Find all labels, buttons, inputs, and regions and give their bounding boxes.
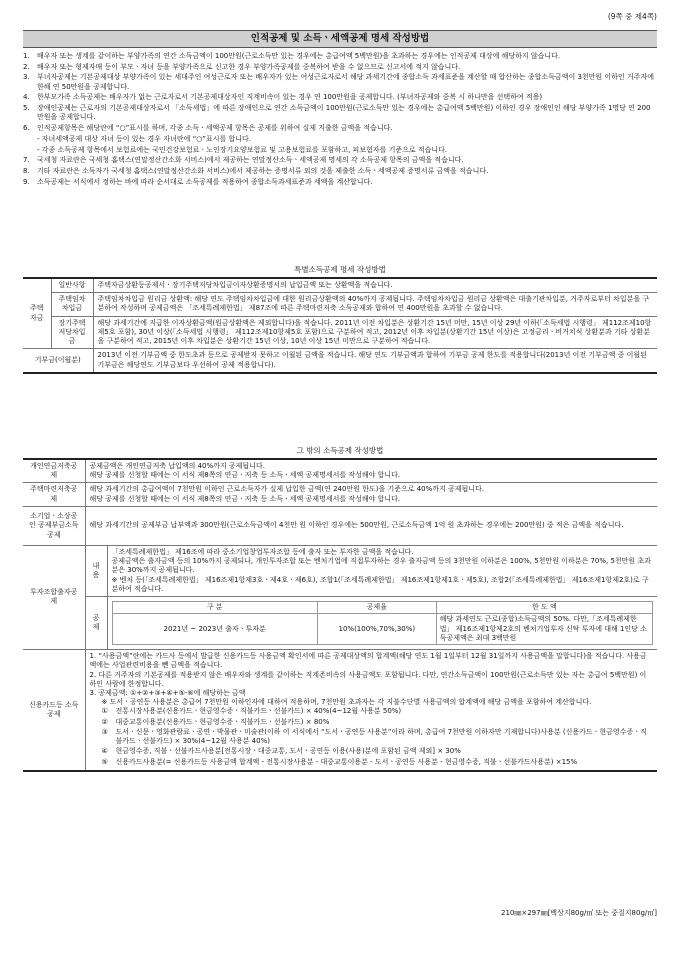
list-item: [90, 747, 654, 756]
item-text: 대중교통이용분(신용카드ㆍ현금영수증ㆍ직불카드ㆍ선불카드) × 80%: [115, 717, 330, 726]
text-line: 해당 과세기간의 총급여액이 7천만원 이하인 근로소득자가 실제 납입한 금액(연 240만원 한도)을 기준으로 40%까지 공제됩니다.: [89, 485, 485, 494]
row-text: 해당 과세기간에 지급한 이자상환금액(원금상환액은 제외합니다)을 적습니다. 2011년 이전 차입분은 상환기간 15년 미만, 15년 이상 29년 이하(「소득세법 시행령」 제112조제10항제5호 포함), 30년 이상(「소득세법 시행령」 제112조제10항제5호 포함)으로 구분하여 적고, 2012년 이후 차입분(상환기간 15년 이상)은 고정금리ㆍ비거치식 상환분과 기타 상환분을 구분하여 적고, 2015년 이후 차입분은 상환기간 15년 이상, 10년 이상 15년 미만으로 구분하여 적습니다.: [93, 316, 657, 349]
list-item: [90, 718, 654, 727]
other-deduction-table: [23, 458, 657, 772]
list-item: [90, 728, 654, 746]
note-text: 인적공제항목은 해당란에 “○”표시를 하며, 각종 소득ㆍ세액공제 항목은 공제를 위하여 실제 지출한 금액을 적습니다.: [37, 124, 393, 133]
note-number: 9.: [23, 177, 30, 186]
note-item: [23, 178, 657, 187]
note-text: 배우자 또는 생계를 같이하는 부양가족의 연간 소득금액이 100만원(근로소득만 있는 경우에는 총급여액 5백만원)을 초과하는 경우에는 인적공제 대상에 해당하지 않습니다.: [37, 52, 561, 60]
row-label: 장기주택저당차입금: [51, 316, 93, 349]
item-text: 현금영수증, 직불ㆍ선불카드사용분[전통시장ㆍ대중교통, 도서ㆍ공연등 이용(사용)분에 포함된 금액 제외] × 30%: [115, 747, 461, 756]
table-row: [112, 614, 653, 645]
row-text: 주택임차차입금 원리금 상환액: 해당 연도 주택임차차입금에 대한 원리금상환액의 40%까지 공제됩니다. 주택임차차입금 원리금 상환액은 대출기관차입분, 거주자로부터 차입분을 구분하여 작성하며 공제금액은 「조세특례제한법」 제87조에 따른 주택마련저축 소득공제와 합하여 연 400만원을 초과할 수 없습니다.: [93, 293, 657, 316]
item-number: ②: [101, 717, 108, 726]
note-item: [23, 135, 657, 144]
column-header: 한 도 액: [436, 602, 652, 614]
row-text: [85, 459, 657, 483]
general-notes: [23, 52, 657, 189]
note-text: 소득공제는 서식에서 정하는 바에 따라 순서대로 소득공제를 적용하여 종합소득과세표준과 세액을 계산합니다.: [37, 177, 373, 186]
note-number: 7.: [23, 156, 30, 165]
table-row: [23, 650, 657, 771]
note-item: [23, 104, 657, 122]
table-row: [23, 459, 657, 483]
note-number: 2.: [23, 62, 30, 71]
paper-spec: 210㎜×297㎜[백상지80g/㎡ 또는 중질지80g/㎡]: [500, 909, 657, 917]
text-line: 해당 공제를 신청할 때에는 이 서식 제8쪽의 연금ㆍ저축 등 소득ㆍ세액 공제명세서를 작성해야 합니다.: [89, 494, 401, 503]
row-label: 개인연금저축공제: [23, 459, 85, 483]
deduction-rate-table: [112, 601, 654, 645]
table-row: [23, 293, 657, 316]
row-text: 해당 과세기간의 공제부금 납부액과 300만원(근로소득금액이 4천만 원 이하인 경우에는 500만원, 근로소득금액 1억 원 초과하는 경우에는 200만원) 중 적은 금액을 적습니다.: [85, 506, 657, 545]
note-item: [23, 146, 657, 155]
row-text: [107, 597, 657, 650]
note-item: [23, 52, 657, 61]
item-number: ④: [101, 747, 108, 756]
row-label: 소기업ㆍ소상공인 공제부금소득공제: [23, 506, 85, 545]
row-label: 기부금(이월분): [23, 349, 93, 373]
text-line: 「조세특례제한법」 제16조에 따라 중소기업창업투자조합 등에 출자 또는 투자한 금액을 적습니다.: [111, 547, 414, 556]
sub-label: 내용: [85, 545, 107, 596]
note-text: 배우자 또는 형제자매 등이 부모ㆍ자녀 등을 부양가족으로 신고한 경우 부양가족공제를 중복하여 받을 수 없으므로 신고서에 적지 않습니다.: [37, 62, 461, 71]
table-cell: 2021년 ~ 2023년 출자ㆍ투자분: [112, 614, 317, 645]
table-row: [23, 278, 657, 293]
table-row: [23, 506, 657, 545]
row-label: 투자조합출자공제: [23, 545, 85, 649]
note-number: 6.: [23, 124, 30, 133]
item-number: ⑤: [101, 757, 108, 766]
text-line: ※ 벤처 등(「조세특례제한법」 제16조제1항제3호ㆍ제4호ㆍ제6호), 조합1(「조세특례제한법」 제16조제1항제1호ㆍ제5호), 조합2(「조세특례제한법」 제16조제1항제2호)로 구분하여 적습니다.: [111, 575, 649, 593]
table-row: [23, 597, 657, 650]
text-line: 2. 다른 거주자의 기본공제를 적용받지 않은 배우자와 생계를 같이하는 직계존비속의 사용금액도 포함됩니다. 다만, 연간소득금액이 100만원(근로소득만 있는 자는 총급여 5백만원) 이하인 사람에 한정합니다.: [89, 670, 647, 688]
note-text: 장애인공제는 근로자의 기본공제대상자로서 「소득세법」에 따른 장애인으로 연간 소득금액이 100만원(근로소득만 있는 경우에는 총급여액 5백만원) 이하인 경우 장애인인 해당 부양가족 1명당 연 200만원을 공제합니다.: [37, 104, 651, 122]
table-row: [23, 483, 657, 506]
note-text: - 각종 소득공제 항목에서 보험료에는 국민건강보험료ㆍ노인장기요양보험료 및 고용보험료를 포함하고, 피보험자를 기준으로 적습니다.: [37, 145, 448, 154]
table-row: [23, 349, 657, 373]
item-text: 도서ㆍ신문ㆍ영화관람료ㆍ공연ㆍ박물관ㆍ미술관(이하 이 서식에서 “도서ㆍ공연등 사용분”이라 하며, 총급여 7천만원 이하자만 기재합니다)사용분 (신용카드ㆍ현금영수증ㆍ직불카드ㆍ선불카드) × 30%(4~12월 사용분 40%): [115, 727, 647, 746]
note-item: [23, 73, 657, 91]
note-item: [23, 124, 657, 133]
row-label: 일반사항: [51, 278, 93, 293]
document-title: 인적공제 및 소득ㆍ세액공제 명세 작성방법: [23, 30, 657, 48]
note-number: 8.: [23, 167, 30, 176]
note-number: 1.: [23, 52, 30, 60]
text-line: 해당 공제를 신청할 때에는 이 서식 제8쪽의 연금ㆍ저축 등 소득ㆍ세액 공제명세서를 작성해야 합니다.: [89, 471, 401, 480]
text-line: 공제금액은 개인연금저축 납입액의 40%까지 공제됩니다.: [89, 462, 265, 470]
item-number: ①: [101, 707, 108, 716]
row-label: 주택임차차입금: [51, 293, 93, 316]
note-text: 한부모가족 소득공제는 배우자가 없는 근로자로서 기본공제대상자인 직계비속이 있는 경우 연 100만원을 공제합니다. (부녀자공제와 중복 시 하나만을 선택하여 적용): [37, 93, 543, 102]
row-text: 주택자금상환등공제서ㆍ장기주택저당차입금이자상환증명서의 납입금액 또는 상환액을 적습니다.: [93, 278, 657, 293]
note-number: 4.: [23, 93, 30, 102]
column-header: 공제율: [317, 602, 436, 614]
note-number: [23, 146, 37, 155]
item-text: 신용카드사용분(= 신용카드등 사용금액 합계액 - 전통시장사용분 - 대중교통이용분 - 도서ㆍ공연등 사용분 - 현금영수증, 직불ㆍ선불카드사용분) ×15%: [115, 757, 578, 766]
special-deduction-table: [23, 277, 657, 374]
row-text: [107, 545, 657, 596]
list-item: [90, 707, 654, 716]
note-number: [23, 135, 37, 144]
note-text: 기타 자료란은 소득자가 국세청 홈택스(연말정산간소화 서비스)에서 제공하는 증명서류 외의 것을 제출한 소득ㆍ세액공제 증명서류 금액을 적습니다.: [37, 167, 489, 176]
text-line: 공제금액은 출자금액 등의 10%까지 공제되나, 개인투자조합 또는 벤처기업에 직접투자하는 경우 출자금액 등의 3천만원 이하분은 100%, 5천만원 이하분은 70%, 5천만원 초과분은 30%까지 공제됩니다.: [111, 557, 651, 575]
special-section-title: 특별소득공제 명세 작성방법: [294, 265, 386, 274]
row-text: 2013년 이전 기부금액 중 한도초과 등으로 공제받지 못하고 이월된 금액을 적습니다. 해당 연도 기부금액과 합하여 기부금 공제 한도를 적용합니다(2013년 이전 기부금액 중 이월된 기부금은 해당연도 기부금보다 우선하여 공제 적용합니다).: [93, 349, 657, 373]
text-line: 3. 공제금액: ①+②+③+④+⑤-⑥에 해당하는 금액: [89, 688, 246, 697]
note-item: [23, 63, 657, 72]
page-number: (9쪽 중 제4쪽): [607, 12, 657, 21]
list-item: [90, 758, 654, 767]
text-line: 1. “사용금액”란에는 카드사 등에서 발급한 신용카드등 사용금액 확인서에 따른 공제대상액의 합계액(해당 연도 1월 1일부터 12월 31일까지 사용금액을 말합니다)을 적습니다. 사용금액에는 사업관련비용을 뺀 금액을 적습니다.: [89, 652, 647, 670]
note-text: 부녀자공제는 기본공제대상 부양가족이 있는 세대주인 여성근로자 또는 배우자가 있는 여성근로자로서 해당 과세기간에 종합소득 과세표준을 계산할 때 합산하는 종합소득금액이 3천만원 이하인 거주자에 한해 연 50만원을 공제합니다.: [37, 73, 654, 91]
text-line: ※ 도서ㆍ공연등 사용분은 총급여 7천만원 이하인자에 대하여 적용하며, 7천만원 초과자는 각 지불수단별 사용금액의 합계액에 해당 금액을 포함하여 계산합니다.: [101, 698, 592, 707]
column-header: 구 분: [112, 602, 317, 614]
table-row: [23, 545, 657, 596]
item-text: 전통시장사용분(신용카드ㆍ현금영수증ㆍ직불카드ㆍ선불카드) × 40%(4~12월 사용분 50%): [115, 707, 402, 716]
note-text: 국세청 자료란은 국세청 홈택스(연말정산간소화 서비스)에서 제공하는 연말정산소득ㆍ세액공제 명세의 각 소득공제 항목의 금액을 적습니다.: [37, 156, 464, 165]
note-number: 3.: [23, 73, 30, 82]
note-number: 5.: [23, 104, 30, 113]
row-text: [85, 650, 657, 771]
row-text: [85, 483, 657, 506]
table-row: [112, 602, 653, 614]
note-text: - 자녀세액공제 대상 자녀 등이 있는 경우 자녀란에 “○”표시를 합니다.: [37, 134, 251, 143]
table-cell: 해당 과세연도 근로(종합)소득금액의 50%. 다만,「조세특례제한법」 제16조제1항제2호의 벤처기업투자 신탁 투자에 대해 1인당 소득공제액은 최대 3백만원: [436, 614, 652, 645]
item-number: ③: [101, 727, 108, 736]
housing-fund-label: 주택자금: [23, 278, 51, 349]
table-cell: 10%(100%,70%,30%): [317, 614, 436, 645]
table-row: [23, 316, 657, 349]
row-label: 신용카드등 소득공제: [23, 650, 85, 771]
note-item: [23, 93, 657, 102]
row-label: 주택마련저축공제: [23, 483, 85, 506]
note-item: [23, 156, 657, 165]
note-item: [23, 167, 657, 176]
sub-label: 공제: [85, 597, 107, 650]
other-section-title: 그 밖의 소득공제 작성방법: [296, 446, 384, 455]
